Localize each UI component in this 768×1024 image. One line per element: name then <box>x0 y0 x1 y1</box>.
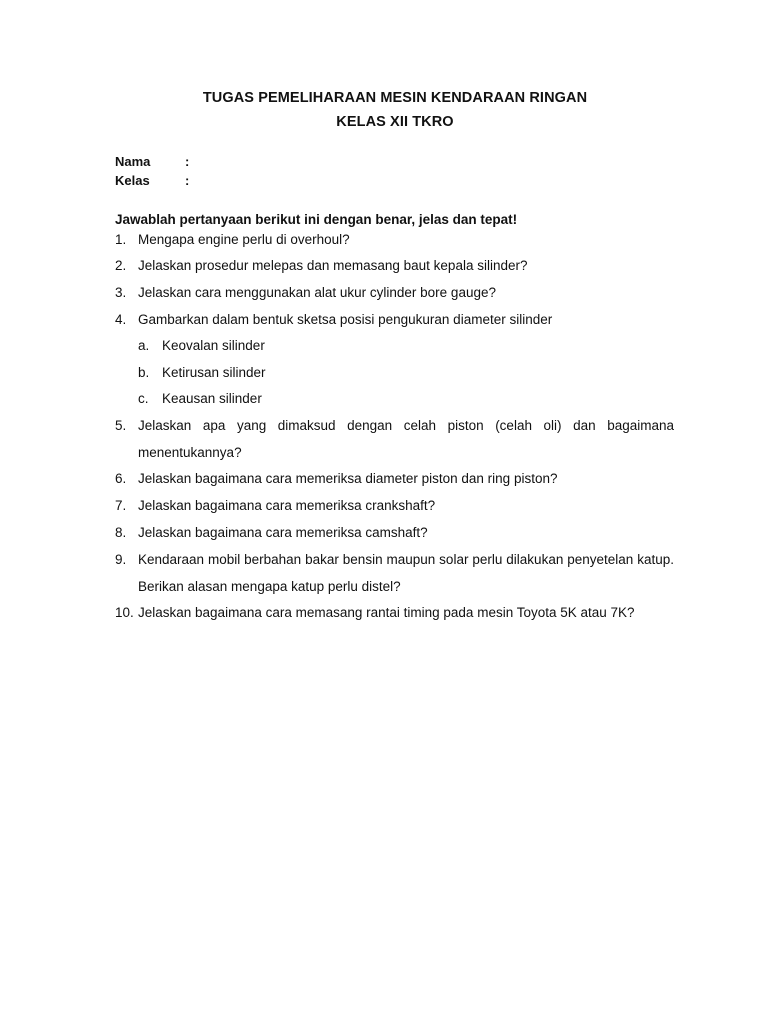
question-number: 7. <box>115 498 127 513</box>
question-3 <box>115 280 674 307</box>
question-number: 3. <box>115 285 127 300</box>
question-text: Jelaskan bagaimana cara memasang rantai timing pada mesin Toyota 5K atau 7K? <box>138 605 635 620</box>
question-6 <box>115 466 674 493</box>
question-number: 2. <box>115 258 127 273</box>
question-text: Gambarkan dalam bentuk sketsa posisi pengukuran diameter silinder <box>138 312 553 327</box>
question-text: Jelaskan bagaimana cara memeriksa crankshaft? <box>138 498 436 513</box>
document-title: TUGAS PEMELIHARAAN MESIN KENDARAAN RINGAN <box>202 90 588 106</box>
field-nama <box>115 154 189 169</box>
question-9 <box>115 547 674 600</box>
question-number: 10. <box>115 605 134 620</box>
instruction-text: Jawablah pertanyaan berikut ini dengan benar, jelas dan tepat! <box>115 212 518 227</box>
subitem-letter: a. <box>138 338 150 353</box>
question-text: Jelaskan bagaimana cara memeriksa diameter piston dan ring piston? <box>138 471 558 486</box>
question-text: Jelaskan apa yang dimaksud dengan celah piston (celah oli) dan bagaimana menentukannya? <box>138 418 674 460</box>
question-text: Mengapa engine perlu di overhoul? <box>138 232 350 247</box>
field-nama-label: Nama <box>115 154 151 169</box>
field-nama-colon: : <box>185 154 190 169</box>
question-number: 9. <box>115 552 127 567</box>
question-5 <box>115 413 674 466</box>
question-text: Jelaskan cara menggunakan alat ukur cylinder bore gauge? <box>138 285 496 300</box>
subitem-letter: b. <box>138 365 150 380</box>
question-4 <box>115 307 674 334</box>
question-number: 6. <box>115 471 127 486</box>
subitem-letter: c. <box>138 391 149 406</box>
question-number: 8. <box>115 525 127 540</box>
question-text: Kendaraan mobil berbahan bakar bensin maupun solar perlu dilakukan penyetelan katup. Berikan alasan mengapa katup perlu distel? <box>138 552 674 594</box>
subitem-text: Ketirusan silinder <box>162 365 266 380</box>
question-7 <box>115 493 674 520</box>
field-kelas-colon: : <box>185 173 190 188</box>
question-text: Jelaskan prosedur melepas dan memasang baut kepala silinder? <box>138 258 528 273</box>
subitem-text: Keovalan silinder <box>162 338 265 353</box>
field-kelas-label: Kelas <box>115 173 150 188</box>
subitem-c <box>138 386 262 413</box>
question-number: 4. <box>115 312 127 327</box>
question-text: Jelaskan bagaimana cara memeriksa camshaft? <box>138 525 428 540</box>
document-subtitle: KELAS XII TKRO <box>336 114 454 130</box>
field-kelas <box>115 173 189 188</box>
subitem-text: Keausan silinder <box>162 391 262 406</box>
subitem-a <box>138 333 265 360</box>
question-2 <box>115 253 674 280</box>
question-10 <box>115 600 674 627</box>
question-8 <box>115 520 674 547</box>
subitem-b <box>138 360 266 387</box>
question-number: 1. <box>115 232 127 247</box>
question-number: 5. <box>115 418 127 433</box>
question-1 <box>115 227 674 254</box>
